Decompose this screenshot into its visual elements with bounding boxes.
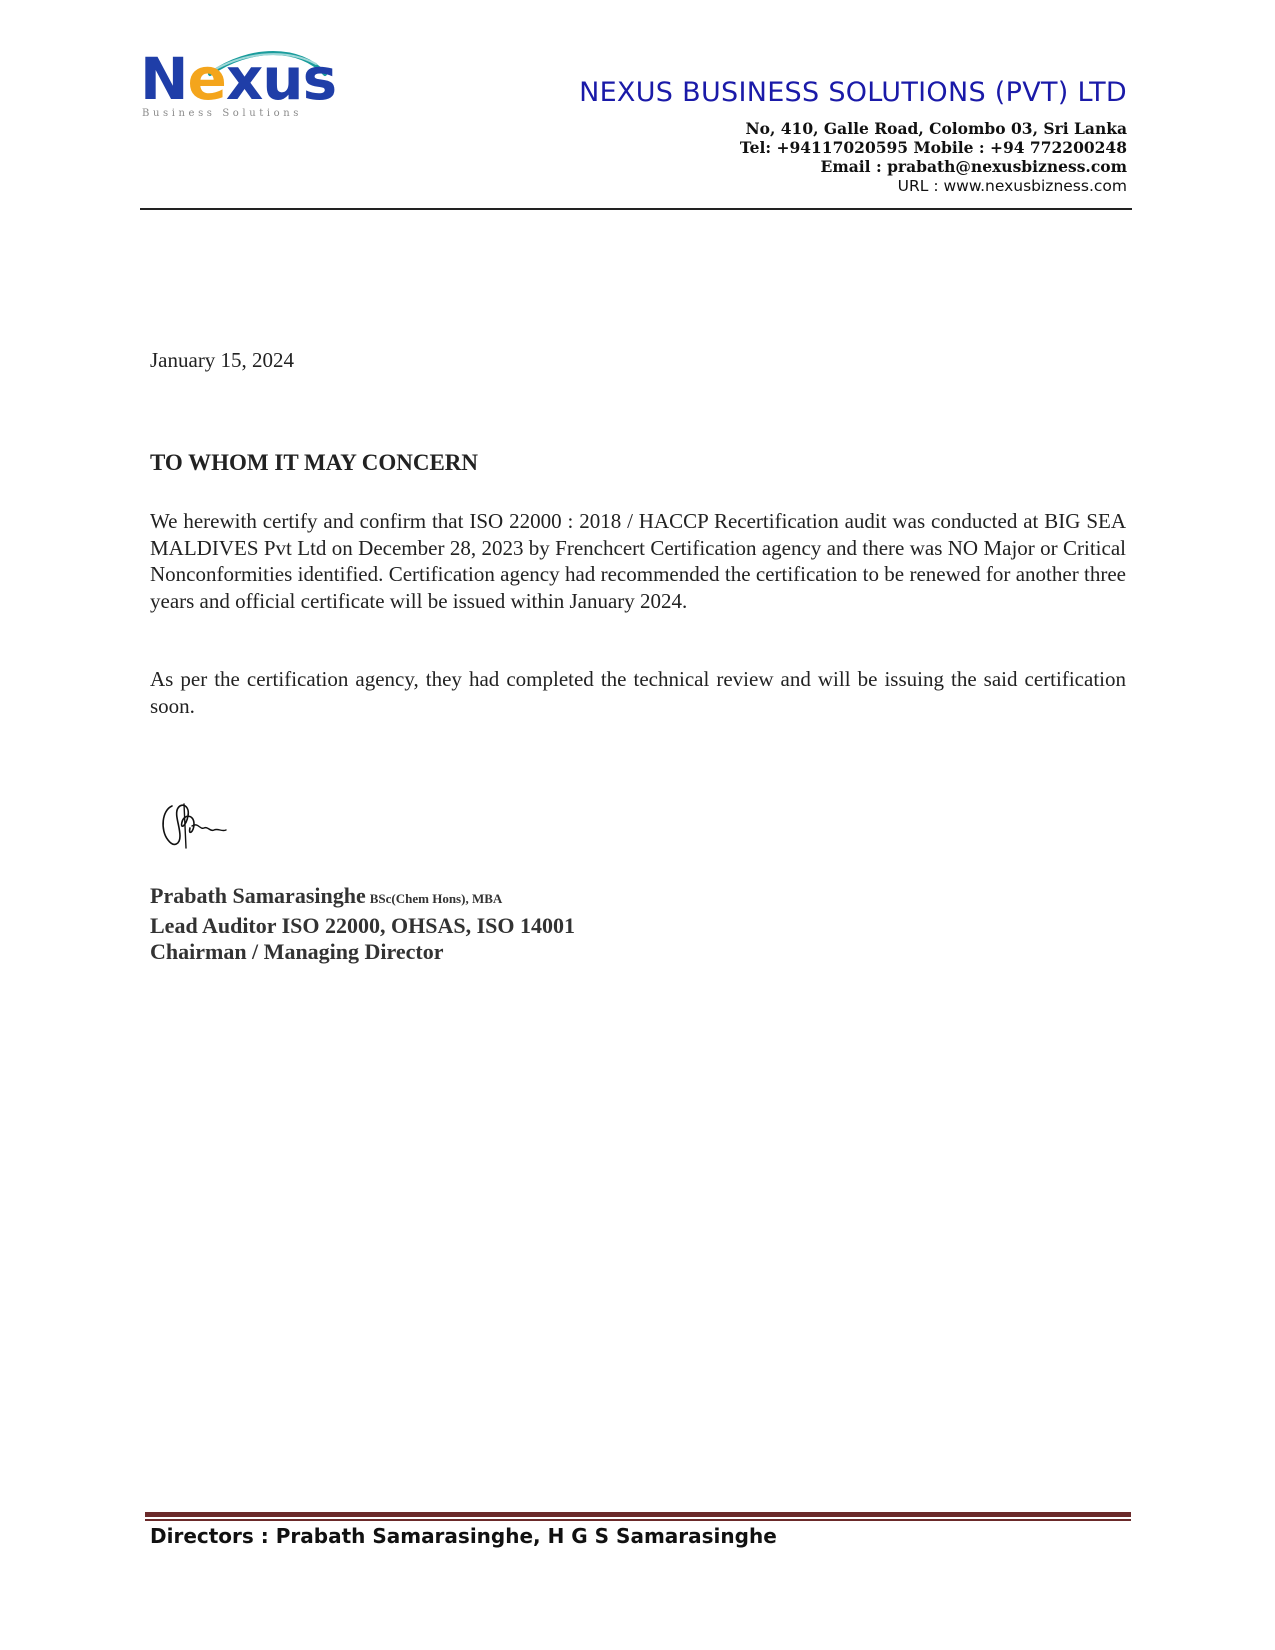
- company-name: NEXUS BUSINESS SOLUTIONS (PVT) LTD: [579, 77, 1127, 108]
- company-url: URL : www.nexusbizness.com: [897, 177, 1127, 195]
- signatory-name-line: [150, 883, 575, 913]
- logo-letter-n: N: [140, 45, 188, 113]
- contact-block: [740, 119, 1127, 197]
- footer-divider-thin: [145, 1519, 1131, 1521]
- company-logo: [140, 46, 340, 126]
- signatory-block: [150, 883, 575, 966]
- footer-divider-thick: [145, 1512, 1131, 1517]
- company-address: No, 410, Galle Road, Colombo 03, Sri Lanka: [745, 119, 1127, 138]
- company-email: Email : prabath@nexusbizness.com: [820, 157, 1127, 176]
- letter-paragraph-2: As per the certification agency, they had completed the technical review and will be issuing the said certification soon.: [150, 667, 1126, 718]
- signatory-title-chairman: Chairman / Managing Director: [150, 939, 444, 964]
- footer-directors: Directors : Prabath Samarasinghe, H G S Samarasinghe: [150, 1524, 777, 1548]
- logo-letter-e: e: [187, 45, 226, 113]
- letter-date: January 15, 2024: [150, 348, 295, 372]
- logo-letters-xus: xus: [225, 45, 337, 113]
- handwritten-signature: [158, 800, 230, 852]
- signatory-name: Prabath Samarasinghe: [150, 883, 366, 908]
- letter-salutation: TO WHOM IT MAY CONCERN: [150, 450, 479, 475]
- header-divider: [140, 208, 1132, 210]
- logo-tagline: Business Solutions: [142, 108, 303, 119]
- signatory-title-auditor: Lead Auditor ISO 22000, OHSAS, ISO 14001: [150, 912, 576, 938]
- logo-wordmark: [140, 46, 336, 112]
- signatory-qualifications: BSc(Chem Hons), MBA: [369, 891, 503, 906]
- company-phones: Tel: +94117020595 Mobile : +94 772200248: [739, 138, 1127, 157]
- letter-paragraph-1: We herewith certify and confirm that ISO 22000 : 2018 / HACCP Recertification audit was conducted at BIG SEA MALDIVES Pvt Ltd on December 28, 2023 by Frenchcert Certification agency and there was NO Major or Critical Nonconformities identified. Certification agency had recommended the certification to be renewed for another three years and official certificate will be issued within January 2024.: [150, 509, 1126, 613]
